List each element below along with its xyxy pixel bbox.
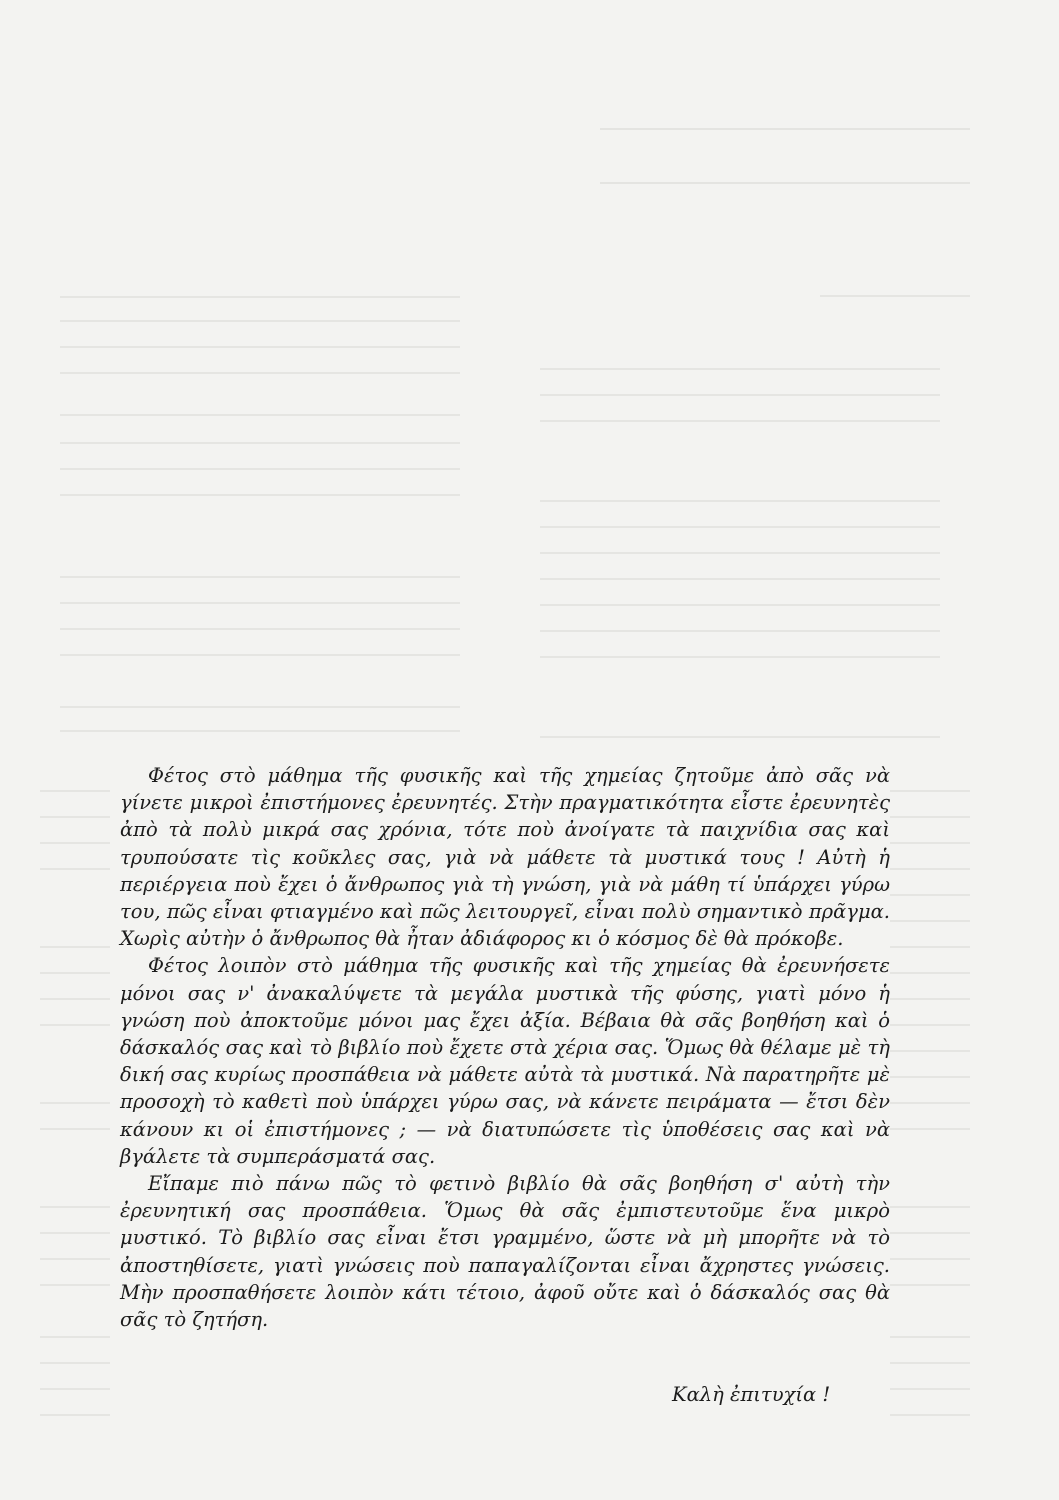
bleed-through-line: [540, 552, 940, 554]
closing-wish: Καλὴ ἐπιτυχία !: [672, 1383, 831, 1406]
bleed-through-line: [890, 1284, 970, 1286]
bleed-through-line: [890, 998, 970, 1000]
bleed-through-line: [890, 972, 970, 974]
bleed-through-line: [540, 604, 940, 606]
bleed-through-line: [60, 442, 460, 444]
bleed-through-line: [540, 526, 940, 528]
bleed-through-line: [40, 1388, 110, 1390]
bleed-through-line: [40, 1284, 110, 1286]
paragraph-2: Φέτος λοιπὸν στὸ μάθημα τῆς φυσικῆς καὶ τῆς χημείας θὰ ἐρευνήσετε μόνοι σας ν' ἀνακαλύψετε τὰ μεγάλα μυστικὰ τῆς φύσης, γιατὶ μόνο ἡ γνώση ποὺ ἀποκτοῦμε μόνοι μας ἔχει ἀξία. Βέβαια θὰ σᾶς βοηθήση καὶ ὁ δάσκαλός σας καὶ τὸ βιβλίο ποὺ ἔχετε στὰ χέρια σας. Ὅμως θὰ θέλαμε μὲ τὴ δική σας κυρίως προσπάθεια νὰ μάθετε αὐτὰ τὰ μυστικά. Νὰ παρατηρῆτε μὲ προσοχὴ τὸ καθετὶ ποὺ ὑπάρχει γύρω σας, νὰ κάνετε πειράματα — ἔτσι δὲν κάνουν κι οἱ ἐπιστήμονες ; — νὰ διατυπώσετε τὶς ὑποθέσεις σας καὶ νὰ βγάλετε τὰ συμπεράσματά σας.: [120, 954, 890, 1168]
bleed-through-line: [60, 494, 460, 496]
bleed-through-line: [890, 1128, 970, 1130]
bleed-through-line: [60, 576, 460, 578]
bleed-through-line: [890, 1206, 970, 1208]
bleed-through-line: [890, 868, 970, 870]
bleed-through-line: [890, 1362, 970, 1364]
bleed-through-line: [60, 414, 460, 416]
bleed-through-line: [890, 842, 970, 844]
bleed-through-title-band: [600, 128, 970, 184]
bleed-through-line: [890, 1336, 970, 1338]
bleed-through-line: [890, 1258, 970, 1260]
bleed-through-line: [60, 320, 460, 322]
bleed-through-line: [60, 706, 460, 708]
bleed-through-line: [890, 790, 970, 792]
bleed-through-line: [60, 296, 460, 298]
bleed-through-line: [40, 790, 110, 792]
bleed-through-line: [540, 420, 940, 422]
bleed-through-line: [40, 868, 110, 870]
bleed-through-line: [890, 1076, 970, 1078]
paragraph-1: Φέτος στὸ μάθημα τῆς φυσικῆς καὶ τῆς χημείας ζητοῦμε ἀπὸ σᾶς νὰ γίνετε μικροὶ ἐπιστήμονες ἐρευνητές. Στὴν πραγματικότητα εἶστε ἐρευνητὲς ἀπὸ τὰ πολὺ μικρά σας χρόνια, τότε ποὺ ἀνοίγατε τὰ παιχνίδια σας καὶ τρυπούσατε τὶς κοῦκλες σας, γιὰ νὰ μάθετε τὰ μυστικά τους ! Αὐτὴ ἡ περιέργεια ποὺ ἔχει ὁ ἄνθρωπος γιὰ τὴ γνώση, γιὰ νὰ μάθη τί ὑπάρχει γύρω του, πῶς εἶναι φτιαγμένο καὶ πῶς λειτουργεῖ, εἶναι πολὺ σημαντικὸ πρᾶγμα. Χωρὶς αὐτὴν ὁ ἄνθρωπος θὰ ἦταν ἀδιάφορος κι ὁ κόσμος δὲ θὰ πρόκοβε.: [120, 764, 890, 951]
paragraph-3: Εἴπαμε πιὸ πάνω πῶς τὸ φετινὸ βιβλίο θὰ σᾶς βοηθήση σ' αὐτὴ τὴν ἐρευνητική σας προσπάθεια. Ὅμως θὰ σᾶς ἐμπιστευτοῦμε ἕνα μικρὸ μυστικό. Τὸ βιβλίο σας εἶναι ἔτσι γραμμένο, ὥστε νὰ μὴ μπορῆτε νὰ τὸ ἀποστηθίσετε, γιατὶ γνώσεις ποὺ παπαγαλίζονται εἶναι ἄχρηστες γνώσεις. Μὴν προσπαθήσετε λοιπὸν κάτι τέτοιο, ἀφοῦ οὔτε καὶ ὁ δάσκαλός σας θὰ σᾶς τὸ ζητήση.: [120, 1172, 890, 1332]
bleed-through-line: [540, 394, 940, 396]
bleed-through-line: [40, 1414, 110, 1416]
bleed-through-line: [60, 628, 460, 630]
body-text: [120, 762, 890, 1333]
bleed-through-line: [40, 842, 110, 844]
bleed-through-line: [60, 602, 460, 604]
bleed-through-line: [40, 946, 110, 948]
bleed-through-line: [820, 295, 970, 297]
bleed-through-line: [890, 1388, 970, 1390]
bleed-through-line: [540, 736, 940, 738]
bleed-through-line: [40, 998, 110, 1000]
bleed-through-line: [40, 1336, 110, 1338]
bleed-through-line: [60, 372, 460, 374]
bleed-through-line: [890, 1414, 970, 1416]
bleed-through-line: [40, 972, 110, 974]
bleed-through-line: [890, 816, 970, 818]
bleed-through-line: [40, 1102, 110, 1104]
bleed-through-line: [40, 1362, 110, 1364]
bleed-through-line: [890, 1102, 970, 1104]
bleed-through-line: [890, 894, 970, 896]
bleed-through-line: [40, 1206, 110, 1208]
bleed-through-line: [40, 1258, 110, 1260]
bleed-through-line: [890, 946, 970, 948]
bleed-through-line: [890, 1050, 970, 1052]
bleed-through-line: [60, 730, 460, 732]
bleed-through-line: [540, 500, 940, 502]
bleed-through-line: [60, 654, 460, 656]
bleed-through-line: [40, 816, 110, 818]
bleed-through-line: [40, 1232, 110, 1234]
bleed-through-line: [60, 346, 460, 348]
bleed-through-line: [890, 920, 970, 922]
bleed-through-line: [890, 1024, 970, 1026]
bleed-through-line: [540, 656, 940, 658]
bleed-through-line: [890, 1232, 970, 1234]
bleed-through-line: [540, 630, 940, 632]
bleed-through-line: [40, 1024, 110, 1026]
bleed-through-line: [540, 368, 940, 370]
bleed-through-line: [60, 468, 460, 470]
bleed-through-line: [40, 1128, 110, 1130]
bleed-through-line: [540, 578, 940, 580]
